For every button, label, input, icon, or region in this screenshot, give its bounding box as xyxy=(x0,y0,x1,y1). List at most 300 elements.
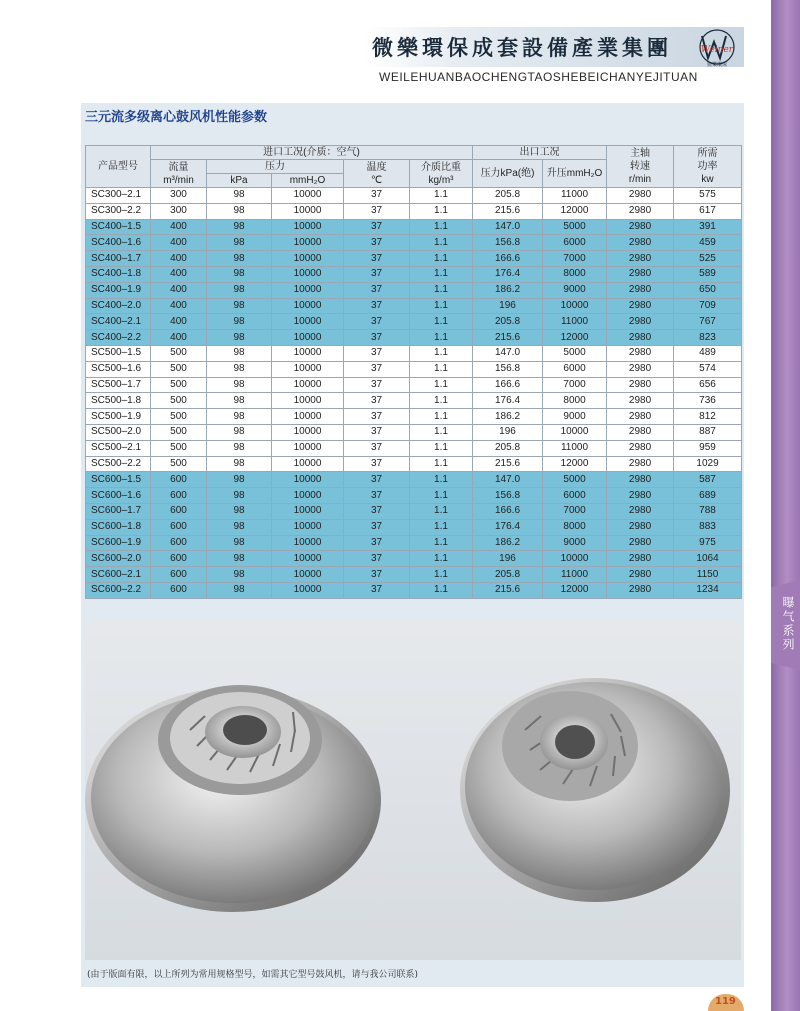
cell-out-kpa: 196 xyxy=(473,298,543,314)
cell-rpm: 2980 xyxy=(607,440,674,456)
cell-model: SC500–2.0 xyxy=(86,424,151,440)
cell-flow: 500 xyxy=(151,440,207,456)
cell-power: 391 xyxy=(674,219,742,235)
cell-out-kpa: 176.4 xyxy=(473,266,543,282)
cell-rpm: 2980 xyxy=(607,393,674,409)
cell-power: 575 xyxy=(674,188,742,204)
cell-flow: 600 xyxy=(151,519,207,535)
cell-kpa: 98 xyxy=(207,266,272,282)
cell-out-kpa: 166.6 xyxy=(473,503,543,519)
cell-kpa: 98 xyxy=(207,251,272,267)
cell-power: 959 xyxy=(674,440,742,456)
cell-power: 736 xyxy=(674,393,742,409)
cell-flow: 500 xyxy=(151,409,207,425)
cell-kpa: 98 xyxy=(207,345,272,361)
cell-temp: 37 xyxy=(344,266,410,282)
table-row xyxy=(86,409,742,425)
cell-kpa: 98 xyxy=(207,282,272,298)
cell-rise: 10000 xyxy=(543,424,607,440)
cell-temp: 37 xyxy=(344,535,410,551)
cell-model: SC600–2.2 xyxy=(86,582,151,598)
cell-mmh2o: 10000 xyxy=(272,393,344,409)
cell-temp: 37 xyxy=(344,582,410,598)
cell-rpm: 2980 xyxy=(607,235,674,251)
cell-mmh2o: 10000 xyxy=(272,266,344,282)
cell-rpm: 2980 xyxy=(607,282,674,298)
cell-rpm: 2980 xyxy=(607,203,674,219)
cell-power: 812 xyxy=(674,409,742,425)
cell-mmh2o: 10000 xyxy=(272,535,344,551)
cell-rise: 11000 xyxy=(543,567,607,583)
sidebar-label: 曝气系列 xyxy=(781,596,795,652)
header-flow: 流量 m³/min xyxy=(151,160,207,188)
cell-rpm: 2980 xyxy=(607,503,674,519)
cell-power: 975 xyxy=(674,535,742,551)
cell-rpm: 2980 xyxy=(607,314,674,330)
svg-text:微樂環保: 微樂環保 xyxy=(706,62,728,68)
cell-model: SC400–1.7 xyxy=(86,251,151,267)
cell-out-kpa: 186.2 xyxy=(473,282,543,298)
cell-density: 1.1 xyxy=(410,251,473,267)
cell-flow: 500 xyxy=(151,393,207,409)
cell-temp: 37 xyxy=(344,314,410,330)
cell-density: 1.1 xyxy=(410,519,473,535)
cell-rise: 9000 xyxy=(543,282,607,298)
cell-power: 587 xyxy=(674,472,742,488)
cell-model: SC400–1.6 xyxy=(86,235,151,251)
cell-density: 1.1 xyxy=(410,551,473,567)
cell-out-kpa: 166.6 xyxy=(473,251,543,267)
cell-density: 1.1 xyxy=(410,361,473,377)
cell-temp: 37 xyxy=(344,409,410,425)
cell-temp: 37 xyxy=(344,203,410,219)
header-shaft-speed: 主轴 转速 r/min xyxy=(607,146,674,188)
cell-model: SC500–1.6 xyxy=(86,361,151,377)
cell-kpa: 98 xyxy=(207,551,272,567)
svg-text:Weiner: Weiner xyxy=(700,45,734,55)
cell-kpa: 98 xyxy=(207,456,272,472)
header-mmh2o: mmH₂O xyxy=(272,174,344,188)
cell-kpa: 98 xyxy=(207,203,272,219)
cell-out-kpa: 205.8 xyxy=(473,440,543,456)
cell-mmh2o: 10000 xyxy=(272,282,344,298)
cell-rpm: 2980 xyxy=(607,472,674,488)
cell-temp: 37 xyxy=(344,503,410,519)
cell-rpm: 2980 xyxy=(607,266,674,282)
cell-out-kpa: 196 xyxy=(473,551,543,567)
cell-flow: 400 xyxy=(151,266,207,282)
header-power: 所需 功率 kw xyxy=(674,146,742,188)
cell-power: 525 xyxy=(674,251,742,267)
cell-rpm: 2980 xyxy=(607,567,674,583)
cell-temp: 37 xyxy=(344,361,410,377)
cell-rise: 12000 xyxy=(543,582,607,598)
cell-rise: 8000 xyxy=(543,393,607,409)
cell-mmh2o: 10000 xyxy=(272,314,344,330)
page-title: 三元流多级离心鼓风机性能参数 xyxy=(85,110,268,125)
cell-model: SC600–1.5 xyxy=(86,472,151,488)
header-pressure: 压力 xyxy=(207,160,344,174)
page-number: 119 xyxy=(715,996,736,1007)
cell-density: 1.1 xyxy=(410,456,473,472)
cell-power: 1064 xyxy=(674,551,742,567)
cell-flow: 400 xyxy=(151,314,207,330)
cell-flow: 600 xyxy=(151,488,207,504)
header-density: 介质比重 kg/m³ xyxy=(410,160,473,188)
cell-model: SC400–1.5 xyxy=(86,219,151,235)
cell-temp: 37 xyxy=(344,519,410,535)
cell-model: SC400–2.1 xyxy=(86,314,151,330)
cell-power: 459 xyxy=(674,235,742,251)
cell-flow: 400 xyxy=(151,219,207,235)
cell-temp: 37 xyxy=(344,551,410,567)
cell-mmh2o: 10000 xyxy=(272,361,344,377)
cell-kpa: 98 xyxy=(207,219,272,235)
cell-rise: 8000 xyxy=(543,519,607,535)
cell-power: 1150 xyxy=(674,567,742,583)
table-row xyxy=(86,393,742,409)
cell-temp: 37 xyxy=(344,188,410,204)
cell-density: 1.1 xyxy=(410,472,473,488)
performance-table xyxy=(85,145,742,599)
cell-model: SC600–1.7 xyxy=(86,503,151,519)
cell-rpm: 2980 xyxy=(607,488,674,504)
cell-model: SC400–2.0 xyxy=(86,298,151,314)
cell-out-kpa: 186.2 xyxy=(473,535,543,551)
cell-mmh2o: 10000 xyxy=(272,472,344,488)
cell-rise: 5000 xyxy=(543,472,607,488)
cell-out-kpa: 215.6 xyxy=(473,203,543,219)
cell-density: 1.1 xyxy=(410,298,473,314)
cell-power: 788 xyxy=(674,503,742,519)
cell-power: 489 xyxy=(674,345,742,361)
header-outlet-pressure: 压力kPa(绝) xyxy=(473,160,543,188)
cell-power: 617 xyxy=(674,203,742,219)
cell-power: 689 xyxy=(674,488,742,504)
cell-out-kpa: 205.8 xyxy=(473,314,543,330)
cell-rpm: 2980 xyxy=(607,424,674,440)
cell-mmh2o: 10000 xyxy=(272,456,344,472)
cell-density: 1.1 xyxy=(410,377,473,393)
cell-temp: 37 xyxy=(344,330,410,346)
cell-out-kpa: 215.6 xyxy=(473,582,543,598)
cell-flow: 300 xyxy=(151,203,207,219)
header-outlet: 出口工况 xyxy=(473,146,607,160)
table-row xyxy=(86,377,742,393)
cell-temp: 37 xyxy=(344,567,410,583)
cell-flow: 400 xyxy=(151,235,207,251)
sidebar-stripe xyxy=(771,0,800,1011)
cell-temp: 37 xyxy=(344,219,410,235)
cell-rpm: 2980 xyxy=(607,409,674,425)
header-pressure-rise: 升压mmH₂O xyxy=(543,160,607,188)
company-name-en: WEILEHUANBAOCHENGTAOSHEBEICHANYEJITUAN xyxy=(379,70,698,84)
cell-rpm: 2980 xyxy=(607,345,674,361)
cell-rise: 9000 xyxy=(543,535,607,551)
cell-flow: 400 xyxy=(151,282,207,298)
cell-rise: 12000 xyxy=(543,456,607,472)
cell-temp: 37 xyxy=(344,235,410,251)
cell-out-kpa: 147.0 xyxy=(473,472,543,488)
company-logo xyxy=(694,28,740,68)
cell-rise: 7000 xyxy=(543,251,607,267)
cell-power: 767 xyxy=(674,314,742,330)
cell-mmh2o: 10000 xyxy=(272,503,344,519)
cell-out-kpa: 147.0 xyxy=(473,345,543,361)
cell-rise: 10000 xyxy=(543,551,607,567)
cell-mmh2o: 10000 xyxy=(272,219,344,235)
header-temperature: 温度 ℃ xyxy=(344,160,410,188)
cell-flow: 600 xyxy=(151,472,207,488)
impeller-photos xyxy=(85,620,741,960)
cell-model: SC600–1.9 xyxy=(86,535,151,551)
cell-out-kpa: 176.4 xyxy=(473,519,543,535)
cell-kpa: 98 xyxy=(207,519,272,535)
cell-model: SC600–1.6 xyxy=(86,488,151,504)
cell-mmh2o: 10000 xyxy=(272,551,344,567)
table-row xyxy=(86,266,742,282)
cell-rise: 9000 xyxy=(543,409,607,425)
cell-rise: 6000 xyxy=(543,488,607,504)
cell-density: 1.1 xyxy=(410,393,473,409)
table-row xyxy=(86,535,742,551)
cell-kpa: 98 xyxy=(207,298,272,314)
cell-flow: 400 xyxy=(151,330,207,346)
cell-model: SC500–2.2 xyxy=(86,456,151,472)
cell-flow: 300 xyxy=(151,188,207,204)
table-row xyxy=(86,440,742,456)
impeller-illustrations xyxy=(85,620,741,960)
header-inlet: 进口工况(介质：空气) xyxy=(151,146,473,160)
cell-temp: 37 xyxy=(344,424,410,440)
cell-power: 1234 xyxy=(674,582,742,598)
cell-model: SC500–1.5 xyxy=(86,345,151,361)
cell-temp: 37 xyxy=(344,298,410,314)
cell-kpa: 98 xyxy=(207,361,272,377)
cell-power: 883 xyxy=(674,519,742,535)
cell-kpa: 98 xyxy=(207,330,272,346)
table-row xyxy=(86,298,742,314)
cell-density: 1.1 xyxy=(410,409,473,425)
table-row xyxy=(86,219,742,235)
cell-temp: 37 xyxy=(344,440,410,456)
cell-model: SC600–1.8 xyxy=(86,519,151,535)
cell-model: SC400–2.2 xyxy=(86,330,151,346)
cell-density: 1.1 xyxy=(410,330,473,346)
cell-density: 1.1 xyxy=(410,282,473,298)
cell-rise: 10000 xyxy=(543,298,607,314)
table-row xyxy=(86,188,742,204)
cell-rpm: 2980 xyxy=(607,298,674,314)
cell-out-kpa: 156.8 xyxy=(473,488,543,504)
cell-rise: 6000 xyxy=(543,235,607,251)
cell-kpa: 98 xyxy=(207,188,272,204)
cell-density: 1.1 xyxy=(410,488,473,504)
cell-out-kpa: 215.6 xyxy=(473,456,543,472)
cell-mmh2o: 10000 xyxy=(272,251,344,267)
cell-flow: 600 xyxy=(151,551,207,567)
cell-model: SC600–2.1 xyxy=(86,567,151,583)
cell-rise: 8000 xyxy=(543,266,607,282)
table-row xyxy=(86,251,742,267)
cell-rise: 7000 xyxy=(543,503,607,519)
cell-out-kpa: 205.8 xyxy=(473,567,543,583)
cell-flow: 500 xyxy=(151,361,207,377)
cell-rpm: 2980 xyxy=(607,535,674,551)
cell-rise: 12000 xyxy=(543,330,607,346)
cell-out-kpa: 215.6 xyxy=(473,330,543,346)
cell-temp: 37 xyxy=(344,251,410,267)
table-row xyxy=(86,314,742,330)
table-row xyxy=(86,488,742,504)
header-kpa: kPa xyxy=(207,174,272,188)
cell-model: SC300–2.1 xyxy=(86,188,151,204)
cell-power: 656 xyxy=(674,377,742,393)
cell-kpa: 98 xyxy=(207,472,272,488)
cell-flow: 600 xyxy=(151,582,207,598)
cell-density: 1.1 xyxy=(410,219,473,235)
cell-temp: 37 xyxy=(344,488,410,504)
table-row xyxy=(86,582,742,598)
cell-out-kpa: 156.8 xyxy=(473,235,543,251)
cell-mmh2o: 10000 xyxy=(272,582,344,598)
impeller-left xyxy=(85,685,381,912)
cell-temp: 37 xyxy=(344,472,410,488)
cell-density: 1.1 xyxy=(410,235,473,251)
cell-mmh2o: 10000 xyxy=(272,235,344,251)
cell-model: SC500–1.7 xyxy=(86,377,151,393)
footnote: (由于版面有限，以上所列为常用规格型号，如需其它型号鼓风机，请与我公司联系) xyxy=(87,970,419,980)
cell-out-kpa: 166.6 xyxy=(473,377,543,393)
cell-rpm: 2980 xyxy=(607,456,674,472)
cell-density: 1.1 xyxy=(410,188,473,204)
cell-out-kpa: 156.8 xyxy=(473,361,543,377)
impeller-right xyxy=(460,678,730,902)
table-row xyxy=(86,361,742,377)
cell-power: 574 xyxy=(674,361,742,377)
table-row xyxy=(86,235,742,251)
cell-kpa: 98 xyxy=(207,535,272,551)
table-row xyxy=(86,472,742,488)
cell-mmh2o: 10000 xyxy=(272,424,344,440)
cell-power: 887 xyxy=(674,424,742,440)
cell-model: SC500–1.8 xyxy=(86,393,151,409)
cell-temp: 37 xyxy=(344,393,410,409)
cell-flow: 400 xyxy=(151,251,207,267)
cell-rise: 5000 xyxy=(543,345,607,361)
cell-kpa: 98 xyxy=(207,377,272,393)
cell-out-kpa: 176.4 xyxy=(473,393,543,409)
table-row xyxy=(86,519,742,535)
cell-flow: 500 xyxy=(151,424,207,440)
cell-power: 823 xyxy=(674,330,742,346)
cell-density: 1.1 xyxy=(410,203,473,219)
cell-density: 1.1 xyxy=(410,345,473,361)
cell-mmh2o: 10000 xyxy=(272,298,344,314)
cell-kpa: 98 xyxy=(207,409,272,425)
cell-power: 1029 xyxy=(674,456,742,472)
cell-density: 1.1 xyxy=(410,424,473,440)
cell-rpm: 2980 xyxy=(607,377,674,393)
cell-rise: 11000 xyxy=(543,440,607,456)
cell-kpa: 98 xyxy=(207,582,272,598)
cell-kpa: 98 xyxy=(207,503,272,519)
table-row xyxy=(86,203,742,219)
cell-kpa: 98 xyxy=(207,235,272,251)
cell-kpa: 98 xyxy=(207,440,272,456)
table-row xyxy=(86,551,742,567)
cell-model: SC300–2.2 xyxy=(86,203,151,219)
cell-density: 1.1 xyxy=(410,503,473,519)
cell-rpm: 2980 xyxy=(607,251,674,267)
table-row xyxy=(86,456,742,472)
cell-power: 650 xyxy=(674,282,742,298)
header-model: 产品型号 xyxy=(86,146,151,188)
cell-temp: 37 xyxy=(344,456,410,472)
cell-rise: 12000 xyxy=(543,203,607,219)
cell-flow: 500 xyxy=(151,345,207,361)
cell-out-kpa: 147.0 xyxy=(473,219,543,235)
cell-rpm: 2980 xyxy=(607,519,674,535)
company-name-cn: 微樂環保成套設備產業集團 xyxy=(372,35,672,60)
cell-mmh2o: 10000 xyxy=(272,345,344,361)
cell-mmh2o: 10000 xyxy=(272,188,344,204)
cell-flow: 600 xyxy=(151,503,207,519)
cell-rpm: 2980 xyxy=(607,219,674,235)
table-row xyxy=(86,330,742,346)
cell-density: 1.1 xyxy=(410,535,473,551)
cell-model: SC500–1.9 xyxy=(86,409,151,425)
cell-out-kpa: 186.2 xyxy=(473,409,543,425)
cell-out-kpa: 196 xyxy=(473,424,543,440)
cell-density: 1.1 xyxy=(410,314,473,330)
cell-temp: 37 xyxy=(344,282,410,298)
cell-density: 1.1 xyxy=(410,567,473,583)
table-row xyxy=(86,282,742,298)
cell-mmh2o: 10000 xyxy=(272,567,344,583)
cell-mmh2o: 10000 xyxy=(272,440,344,456)
cell-kpa: 98 xyxy=(207,567,272,583)
cell-rpm: 2980 xyxy=(607,188,674,204)
cell-mmh2o: 10000 xyxy=(272,409,344,425)
table-row xyxy=(86,503,742,519)
cell-power: 709 xyxy=(674,298,742,314)
cell-kpa: 98 xyxy=(207,314,272,330)
cell-flow: 600 xyxy=(151,567,207,583)
table-body xyxy=(86,188,742,599)
table-row xyxy=(86,567,742,583)
cell-rise: 11000 xyxy=(543,314,607,330)
cell-flow: 500 xyxy=(151,456,207,472)
cell-density: 1.1 xyxy=(410,440,473,456)
cell-model: SC500–2.1 xyxy=(86,440,151,456)
cell-model: SC400–1.9 xyxy=(86,282,151,298)
cell-model: SC400–1.8 xyxy=(86,266,151,282)
cell-rise: 7000 xyxy=(543,377,607,393)
cell-mmh2o: 10000 xyxy=(272,330,344,346)
table-row xyxy=(86,345,742,361)
cell-kpa: 98 xyxy=(207,393,272,409)
cell-mmh2o: 10000 xyxy=(272,519,344,535)
cell-mmh2o: 10000 xyxy=(272,377,344,393)
cell-rise: 6000 xyxy=(543,361,607,377)
cell-out-kpa: 205.8 xyxy=(473,188,543,204)
cell-rpm: 2980 xyxy=(607,582,674,598)
cell-rise: 11000 xyxy=(543,188,607,204)
cell-rpm: 2980 xyxy=(607,361,674,377)
cell-flow: 400 xyxy=(151,298,207,314)
table-row xyxy=(86,424,742,440)
